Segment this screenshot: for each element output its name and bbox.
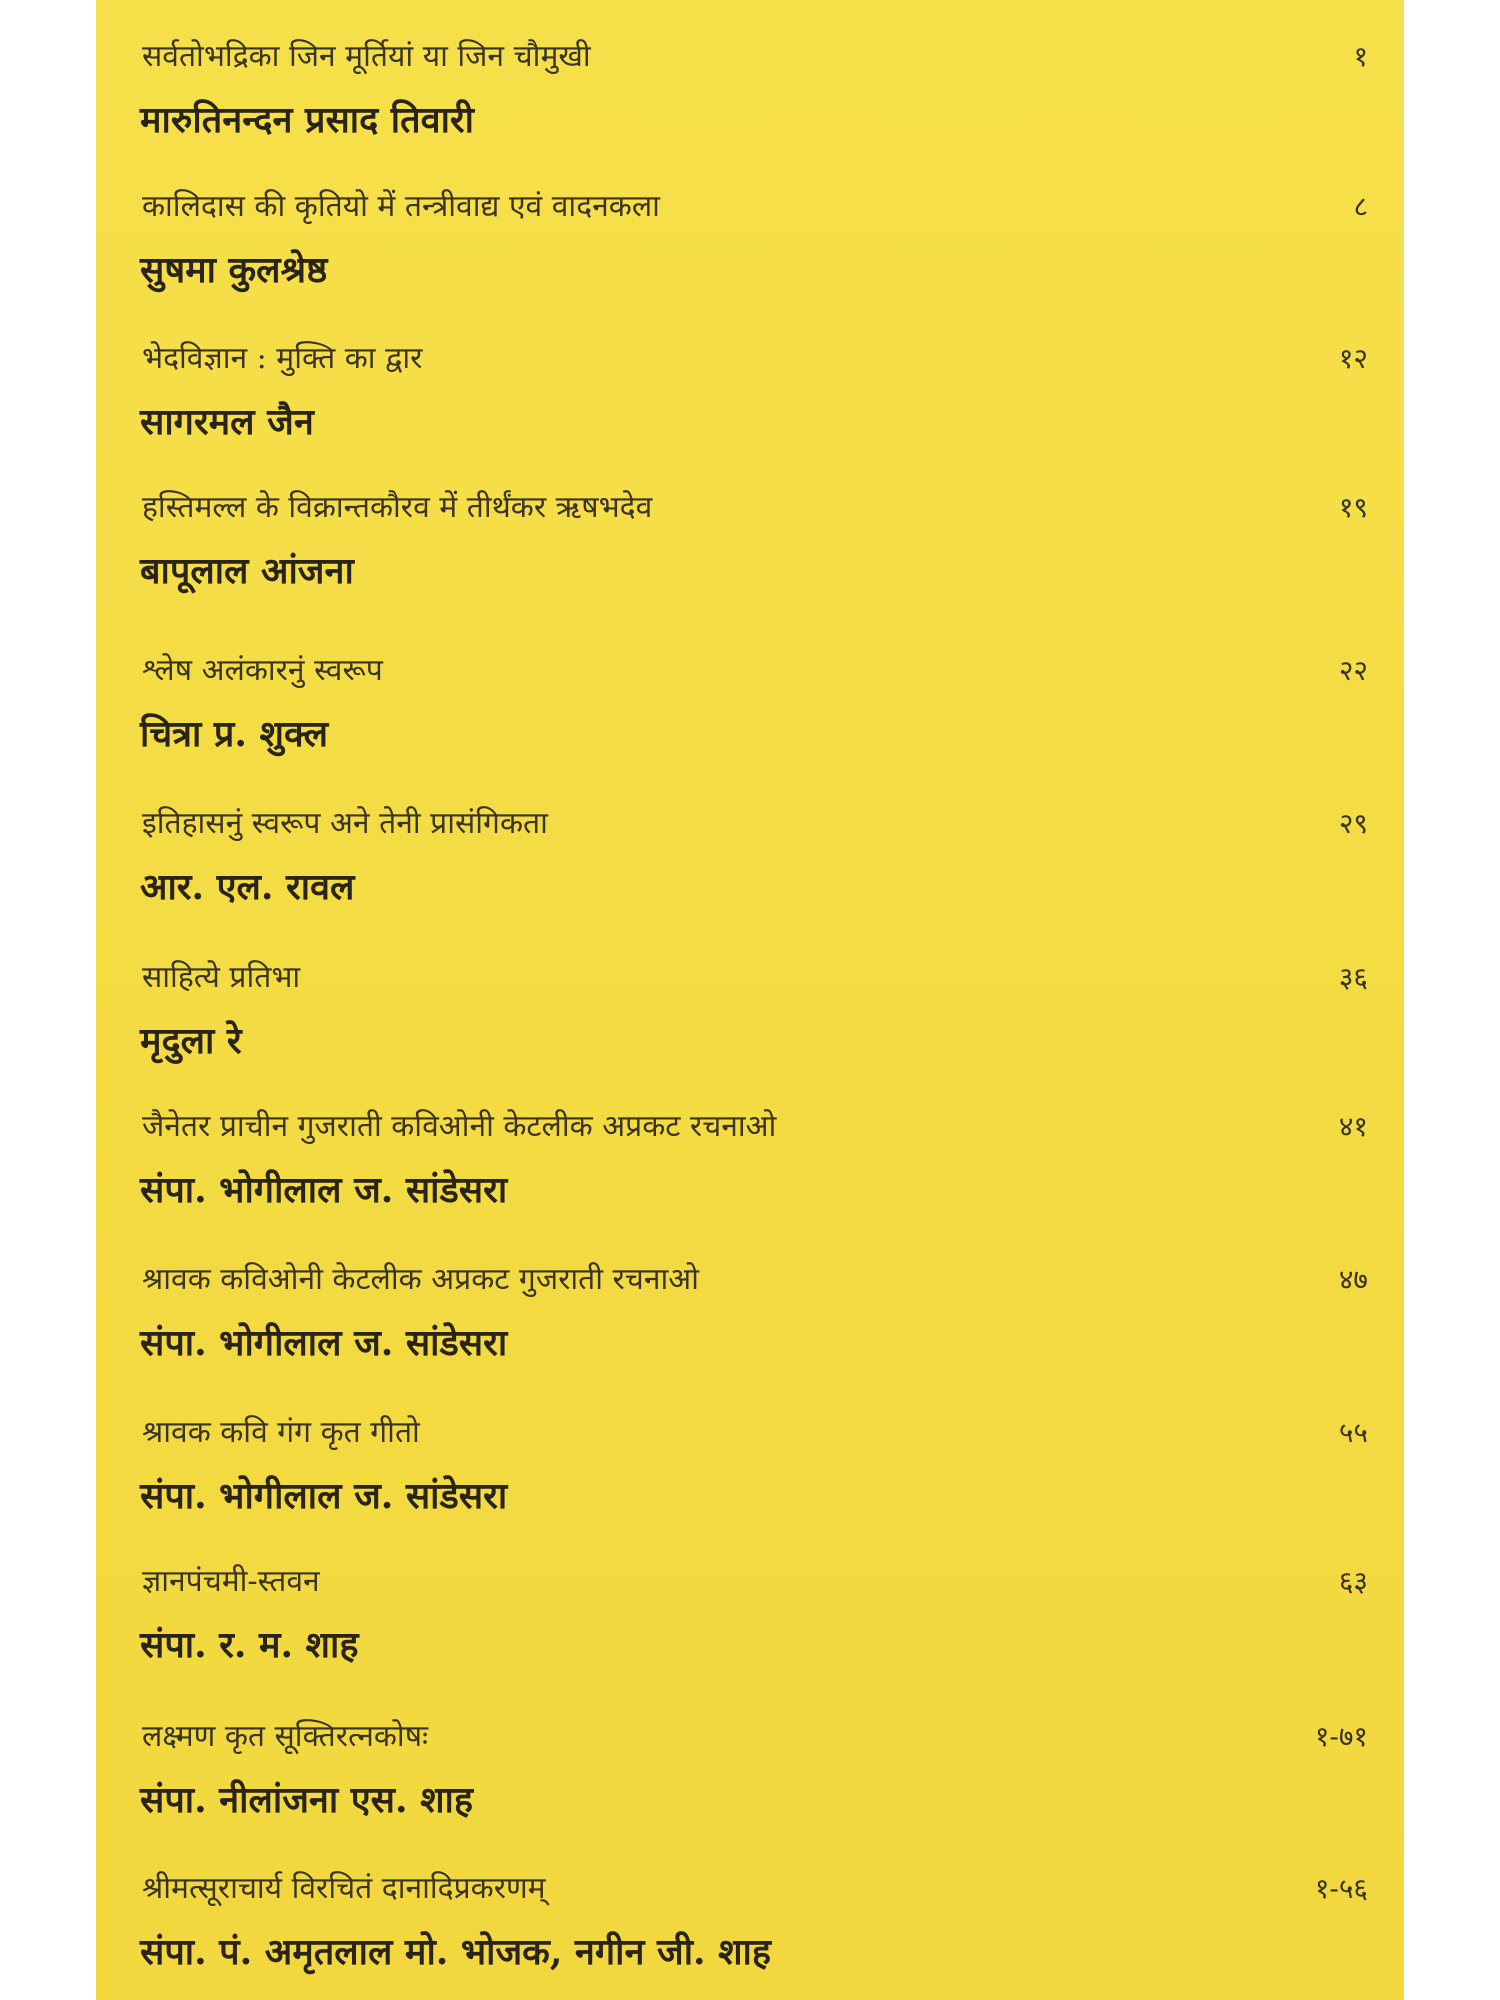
page-number: ४१ — [1338, 1110, 1368, 1143]
contents-entry — [96, 334, 1404, 443]
article-title: श्लेष अलंकारनुं स्वरूप — [142, 653, 383, 688]
article-title: कालिदास की कृतियो में तन्त्रीवाद्य एवं वादनकला — [142, 189, 660, 224]
article-author: चित्रा प्र. शुक्ल — [140, 713, 328, 755]
page-number: ५५ — [1338, 1416, 1368, 1449]
article-title: इतिहासनुं स्वरूप अने तेनी प्रासंगिकता — [142, 806, 548, 841]
article-title: जैनेतर प्राचीन गुजराती कविओनी केटलीक अप्रकट रचनाओ — [142, 1109, 777, 1144]
article-author: आर. एल. रावल — [140, 866, 355, 908]
page-number: १-५६ — [1314, 1872, 1368, 1905]
article-title: श्रावक कविओनी केटलीक अप्रकट गुजराती रचनाओ — [142, 1262, 699, 1297]
article-author: मृदुला रे — [140, 1020, 242, 1062]
article-title: हस्तिमल्ल के विक्रान्तकौरव में तीर्थंकर ऋषभदेव — [142, 490, 653, 525]
contents-entry — [96, 182, 1404, 291]
contents-entry — [96, 1102, 1404, 1211]
article-author: संपा. भोगीलाल ज. सांडेसरा — [140, 1169, 508, 1211]
contents-entry — [96, 799, 1404, 908]
page-number: २२ — [1338, 654, 1368, 687]
contents-entry — [96, 1255, 1404, 1364]
contents-entry — [96, 483, 1404, 592]
article-title: साहित्ये प्रतिभा — [142, 960, 301, 995]
article-author: सागरमल जैन — [140, 401, 314, 443]
article-author: संपा. पं. अमृतलाल मो. भोजक, नगीन जी. शाह — [140, 1931, 771, 1973]
article-author: संपा. भोगीलाल ज. सांडेसरा — [140, 1322, 508, 1364]
article-title: श्रावक कवि गंग कृत गीतो — [142, 1415, 420, 1450]
page-number: ८ — [1353, 190, 1368, 223]
page-number: ३६ — [1338, 961, 1368, 994]
article-title: लक्ष्मण कृत सूक्तिरत्नकोषः — [142, 1719, 429, 1754]
article-title: सर्वतोभद्रिका जिन मूर्तियां या जिन चौमुखी — [142, 39, 591, 74]
contents-entry — [96, 646, 1404, 755]
page-number: १ — [1353, 40, 1368, 73]
page-number: ६३ — [1338, 1565, 1368, 1598]
article-author: संपा. भोगीलाल ज. सांडेसरा — [140, 1475, 508, 1517]
article-title: ज्ञानपंचमी-स्तवन — [142, 1564, 320, 1599]
page-number: ४७ — [1338, 1263, 1368, 1296]
contents-entry — [96, 1408, 1404, 1517]
page-number: १-७१ — [1314, 1720, 1368, 1753]
page-number: १२ — [1338, 342, 1368, 375]
article-title: श्रीमत्सूराचार्य विरचितं दानादिप्रकरणम् — [142, 1871, 546, 1906]
contents-entry — [96, 1864, 1404, 1973]
contents-entry — [96, 953, 1404, 1062]
page-number: २९ — [1338, 807, 1368, 840]
page-number: १९ — [1338, 491, 1368, 524]
contents-entry — [96, 1557, 1404, 1666]
article-author: बापूलाल आंजना — [140, 550, 354, 592]
article-author: सुषमा कुलश्रेष्ठ — [140, 249, 328, 291]
article-author: संपा. नीलांजना एस. शाह — [140, 1779, 473, 1821]
contents-page — [96, 0, 1404, 2000]
article-author: मारुतिनन्दन प्रसाद तिवारी — [140, 99, 474, 141]
contents-entry — [96, 1712, 1404, 1821]
contents-entry — [96, 32, 1404, 141]
article-title: भेदविज्ञान : मुक्ति का द्वार — [142, 341, 423, 376]
article-author: संपा. र. म. शाह — [140, 1624, 359, 1666]
